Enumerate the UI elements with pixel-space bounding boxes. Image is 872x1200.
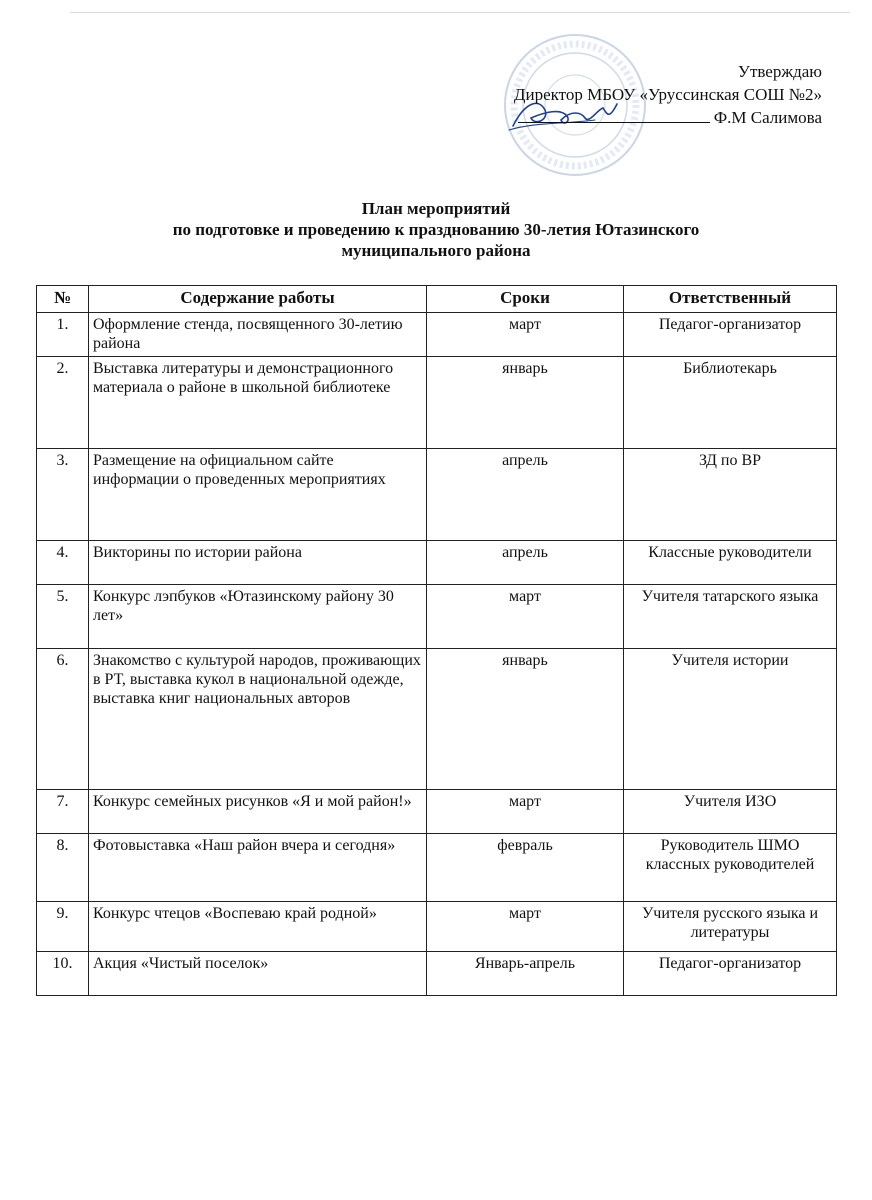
row-responsible: Руководитель ШМО классных руководителей [624,834,837,902]
row-responsible: Учителя русского языка и литературы [624,902,837,952]
row-term: март [427,585,624,649]
row-term: апрель [427,449,624,541]
row-responsible: Учителя ИЗО [624,790,837,834]
row-term: март [427,313,624,357]
row-task: Конкурс чтецов «Воспеваю край родной» [89,902,427,952]
row-number: 9. [37,902,89,952]
document-title [0,198,872,261]
row-term: март [427,902,624,952]
row-number: 10. [37,952,89,996]
row-task: Размещение на официальном сайте информации о проведенных мероприятиях [89,449,427,541]
title-line-1: План мероприятий [361,199,511,218]
scan-edge-line [70,12,850,13]
row-number: 8. [37,834,89,902]
row-responsible: Учителя татарского языка [624,585,837,649]
table-row [37,902,837,952]
approval-signature-line [514,106,822,129]
row-task: Знакомство с культурой народов, проживающих в РТ, выставка кукол в национальной одежде, выставка книг национальных авторов [89,649,427,790]
table-row [37,585,837,649]
header-term: Сроки [427,286,624,313]
row-term: январь [427,357,624,449]
approval-name: Ф.М Салимова [713,108,822,127]
row-responsible: Библиотекарь [624,357,837,449]
approval-block [514,60,822,129]
table-row [37,790,837,834]
header-number: № [37,286,89,313]
row-responsible: Классные руководители [624,541,837,585]
row-task: Конкурс семейных рисунков «Я и мой район!» [89,790,427,834]
table-row [37,952,837,996]
row-task: Викторины по истории района [89,541,427,585]
title-line-3: муниципального района [341,241,531,260]
row-task: Оформление стенда, посвященного 30-летию района [89,313,427,357]
table-row [37,649,837,790]
table-row [37,313,837,357]
row-number: 5. [37,585,89,649]
signature-underline [518,108,710,123]
row-number: 1. [37,313,89,357]
title-line-2: по подготовке и проведению к празднованию 30-летия Ютазинского [172,220,700,239]
table-header-row [37,286,837,313]
header-responsible: Ответственный [624,286,837,313]
row-term: март [427,790,624,834]
header-task: Содержание работы [89,286,427,313]
row-task: Акция «Чистый поселок» [89,952,427,996]
row-number: 4. [37,541,89,585]
row-term: февраль [427,834,624,902]
row-term: апрель [427,541,624,585]
row-term: январь [427,649,624,790]
table-row [37,541,837,585]
row-responsible: Учителя истории [624,649,837,790]
events-plan-table [36,285,837,996]
row-number: 6. [37,649,89,790]
table-row [37,449,837,541]
table-row [37,834,837,902]
row-number: 7. [37,790,89,834]
row-task: Выставка литературы и демонстрационного материала о районе в школьной библиотеке [89,357,427,449]
row-responsible: Педагог-организатор [624,952,837,996]
row-responsible: ЗД по ВР [624,449,837,541]
row-task: Фотовыставка «Наш район вчера и сегодня» [89,834,427,902]
table-row [37,357,837,449]
approval-position: Директор МБОУ «Уруссинская СОШ №2» [513,85,822,104]
row-number: 3. [37,449,89,541]
row-task: Конкурс лэпбуков «Ютазинскому району 30 лет» [89,585,427,649]
approval-title: Утверждаю [737,62,822,81]
row-term: Январь-апрель [427,952,624,996]
row-responsible: Педагог-организатор [624,313,837,357]
row-number: 2. [37,357,89,449]
